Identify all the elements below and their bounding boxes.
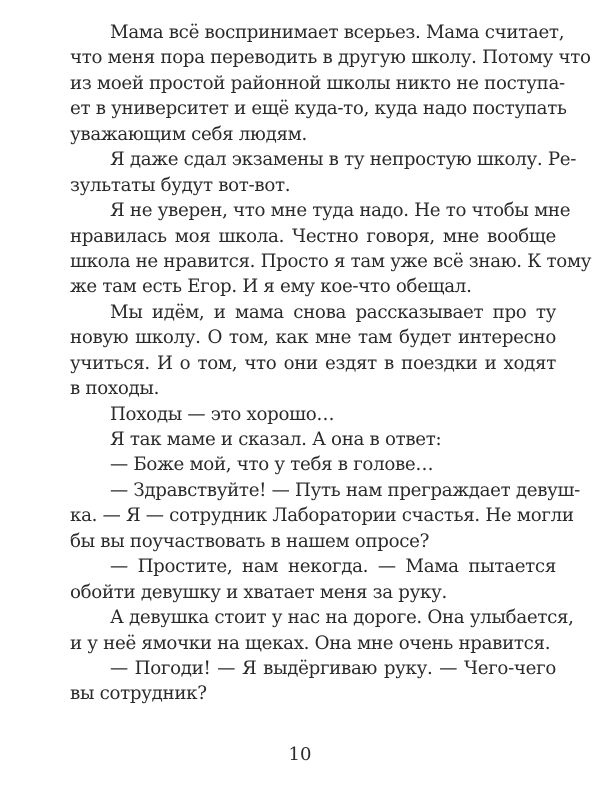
text-line: — Здравствуйте! — Путь нам преграждает девуш- <box>110 479 580 501</box>
text-line: Мама всё воспринимает всерьез. Мама считает, <box>110 22 565 43</box>
text-line: Походы — это хорошо… <box>110 403 335 425</box>
text-line: ет в университет и ещё куда-то, куда надо поступать <box>70 98 567 120</box>
text-line: ка. — Я — сотрудник Лаборатории счастья. Не могли <box>70 505 574 527</box>
paragraph <box>70 300 556 402</box>
text-line: обойти девушку и хватает меня за руку. <box>70 581 447 603</box>
text-line: Мы идём, и мама снова рассказывает про ту <box>110 301 556 323</box>
text-line: учиться. И о том, что они ездят в поездки и ходят <box>70 352 556 374</box>
paragraph <box>70 656 556 707</box>
book-page-text <box>70 20 592 707</box>
paragraph <box>70 605 574 656</box>
text-line: же там есть Егор. И я ему кое-что обещал. <box>70 276 472 298</box>
paragraph <box>70 452 556 477</box>
text-line: бы вы поучаствовать в нашем опросе? <box>70 530 430 552</box>
text-line: Я так маме и сказал. А она в ответ: <box>110 429 442 450</box>
text-line: новую школу. О том, как мне там будет интересно <box>70 327 556 349</box>
text-line: вы сотрудник? <box>70 683 207 705</box>
text-line: — Погоди! — Я выдёргиваю руку. — Чего-чего <box>110 657 556 679</box>
text-line: уважающим себя людям. <box>70 123 307 145</box>
text-line: — Боже мой, что у тебя в голове… <box>110 454 434 476</box>
text-line: в походы. <box>70 378 160 400</box>
text-line: А девушка стоит у нас на дороге. Она улыбается, <box>110 607 574 629</box>
text-line: зультаты будут вот-вот. <box>70 174 291 196</box>
paragraph <box>70 198 592 300</box>
paragraph <box>70 20 591 147</box>
text-line: Я даже сдал экзамены в ту непростую школу. Ре- <box>110 149 577 171</box>
paragraph <box>70 427 556 452</box>
text-line: — Простите, нам некогда. — Мама пытается <box>110 556 556 578</box>
text-line: и у неё ямочки на щеках. Она мне очень нравится. <box>70 632 551 654</box>
paragraph <box>70 554 556 605</box>
text-line: что меня пора переводить в другую школу. Потому что <box>70 47 591 69</box>
paragraph <box>70 478 580 554</box>
text-line: из моей простой районной школы никто не поступа- <box>70 72 565 94</box>
text-line: нравилась моя школа. Честно говоря, мне вообще <box>70 225 556 247</box>
text-line: Я не уверен, что мне туда надо. Не то чтобы мне <box>110 200 571 222</box>
text-line: школа не нравится. Просто я там уже всё знаю. К тому <box>70 250 592 272</box>
page-number: 10 <box>288 744 312 765</box>
paragraph <box>70 402 556 427</box>
paragraph <box>70 147 577 198</box>
